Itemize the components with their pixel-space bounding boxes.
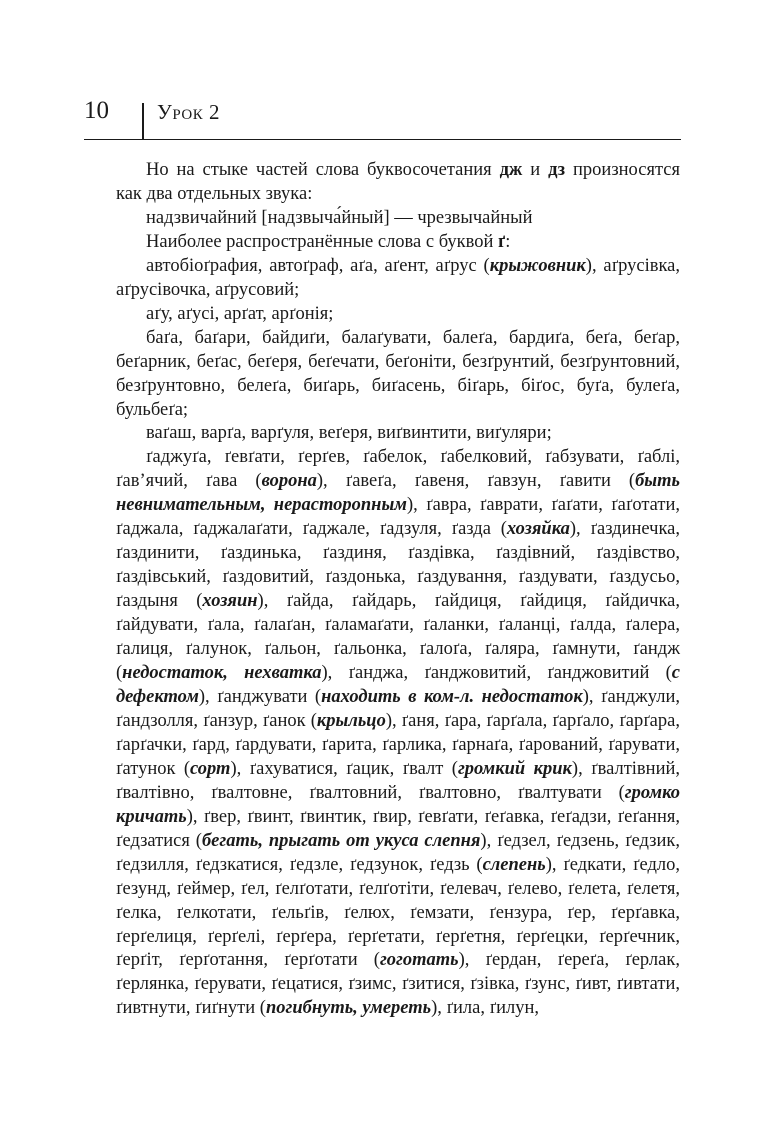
translation-gloss: бегать, прыгать от укуса слепня <box>201 830 481 851</box>
text-run: аґу, аґусі, арґат, арґонія; <box>146 303 334 324</box>
text-run: ), ґавеґа, ґавеня, ґавзун, ґавити ( <box>316 471 636 492</box>
text-run: ), ґвалтівний, ґвалтівно, ґвалтовне, ґвалтовний, ґвалтовно, ґвалтувати ( <box>116 758 680 803</box>
translation-gloss: с дефектом <box>116 663 680 707</box>
text-run: ґаджуґа, ґевґати, ґерґев, ґабелок, ґабелковий, ґабзувати, ґаблі, ґав’ячий, ґава ( <box>116 447 680 492</box>
paragraph <box>116 303 680 327</box>
page-header <box>0 0 768 150</box>
paragraph <box>116 231 680 255</box>
translation-gloss: недостаток, нехватка <box>122 663 322 684</box>
text-run: ), ґердан, ґереґа, ґерлак, ґерлянка, ґерувати, ґецатися, ґзимс, ґзитися, ґзівка, ґзунс, ґивт, ґивтати, ґивтнути, ґиґнути ( <box>116 950 680 1019</box>
text-run: : <box>505 231 511 252</box>
text-run: Наиболее распространённые слова с буквой <box>146 231 499 252</box>
translation-gloss: крыжовник <box>489 255 586 276</box>
translation-gloss: крыльцо <box>316 710 386 731</box>
text-run: ), ґанджувати ( <box>198 686 322 707</box>
text-run: ), ґахуватися, ґацик, ґвалт ( <box>230 758 458 779</box>
translation-gloss: находить в ком-л. недостаток <box>321 686 583 707</box>
text-run: ), ґедкати, ґедло, ґезунд, ґеймер, ґел, ґелґотати, ґелґотіти, ґелевач, ґелево, ґелета, ґелетя, ґелка, ґелкотати, ґельґів, ґелюх, ґемзати, ґензура, ґер, ґерґавка, ґерґелиця, ґерґелі, ґерґера, ґерґетати, ґерґетня, ґерґецки, ґерґечник, ґерґіт, ґерґотання, ґерґотати ( <box>116 854 680 971</box>
paragraph <box>116 255 680 303</box>
paragraph <box>116 422 680 446</box>
body-text <box>116 159 680 1021</box>
translation-gloss: погибнуть, умереть <box>265 998 432 1019</box>
text-run: ), ґедзел, ґедзень, ґедзик, ґедзилля, ґедзкатися, ґедзле, ґедзунок, ґедзь ( <box>116 830 680 875</box>
translation-gloss: громкий крик <box>457 758 572 779</box>
text-run: ), ґила, ґилун, <box>431 998 540 1019</box>
header-horizontal-rule <box>84 139 681 140</box>
page-number: 10 <box>84 97 109 124</box>
translation-gloss: гоготать <box>379 950 459 971</box>
translation-gloss: сорт <box>190 758 231 779</box>
emphasized-letters: дз <box>548 160 566 180</box>
text-run: ваґаш, варґа, варґуля, веґеря, виґвинтити, виґуляри; <box>146 423 552 444</box>
header-vertical-rule <box>142 103 144 139</box>
running-title: Урок 2 <box>157 100 220 124</box>
text-run: ), ґавра, ґаврати, ґаґати, ґаґотати, ґаджала, ґаджалаґати, ґаджале, ґадзуля, ґазда ( <box>116 495 680 540</box>
text-run: ), аґрусівка, аґрусівочка, аґрусовий; <box>116 255 680 300</box>
text-run: надзвичайний [надзвыча́йный] — чрезвычайный <box>146 207 533 228</box>
emphasized-letters: дж <box>499 160 523 180</box>
paragraph <box>116 159 680 207</box>
text-run: произносятся как два отдельных звука: <box>116 160 680 204</box>
text-run: ), ґанджа, ґанджовитий, ґанджовитий ( <box>321 663 672 684</box>
text-run: ), ґайда, ґайдарь, ґайдиця, ґайдиця, ґайдичка, ґайдувати, ґала, ґалаґан, ґаламаґати, ґаланки, ґаланці, ґалда, ґалера, ґалиця, ґалунок, ґальон, ґальонка, ґалоґа, ґаляра, ґамнути, ґандж ( <box>116 591 681 684</box>
emphasized-letters: ґ <box>498 231 506 252</box>
paragraph <box>116 207 680 231</box>
text-run: и <box>522 160 549 180</box>
text-run: Но на стыке частей слова буквосочетания <box>146 160 500 180</box>
text-run: ), ґвер, ґвинт, ґвинтик, ґвир, ґевґати, ґеґавка, ґеґадзи, ґеґання, ґедзатися ( <box>116 806 680 851</box>
paragraph <box>116 446 680 1021</box>
text-run: баґа, баґари, байдиґи, балаґувати, балеґа, бардиґа, беґа, беґар, беґарник, беґас, беґеря, беґечати, беґоніти, безґрунтий, безґрунтовний, безґрунтовно, белеґа, биґарь, биґасень, біґарь, біґос, буґа, булеґа, бульбеґа; <box>116 327 680 420</box>
translation-gloss: хозяин <box>202 591 258 612</box>
translation-gloss: быть невнимательным, нерасторопным <box>116 471 680 516</box>
translation-gloss: слепень <box>482 854 546 875</box>
paragraph <box>116 327 680 423</box>
translation-gloss: хозяйка <box>506 519 570 540</box>
text-run: ), ґаздинечка, ґаздинити, ґаздинька, ґаздиня, ґаздівка, ґаздівний, ґаздівство, ґаздівський, ґаздовитий, ґаздонька, ґаздування, ґаздувати, ґаздусьо, ґаздыня ( <box>116 519 680 612</box>
text-run: ), ґанджули, ґандзолля, ґанзур, ґанок ( <box>116 686 680 731</box>
text-run: ), ґаня, ґара, ґарґала, ґарґало, ґарґара, ґарґачки, ґард, ґардувати, ґарита, ґарлика, ґарнаґа, ґарований, ґарувати, ґатунок ( <box>116 710 680 779</box>
text-run: автобіоґрафия, автоґраф, аґа, аґент, аґрус ( <box>146 255 490 276</box>
translation-gloss: громко кричать <box>116 782 680 827</box>
translation-gloss: ворона <box>261 471 317 492</box>
